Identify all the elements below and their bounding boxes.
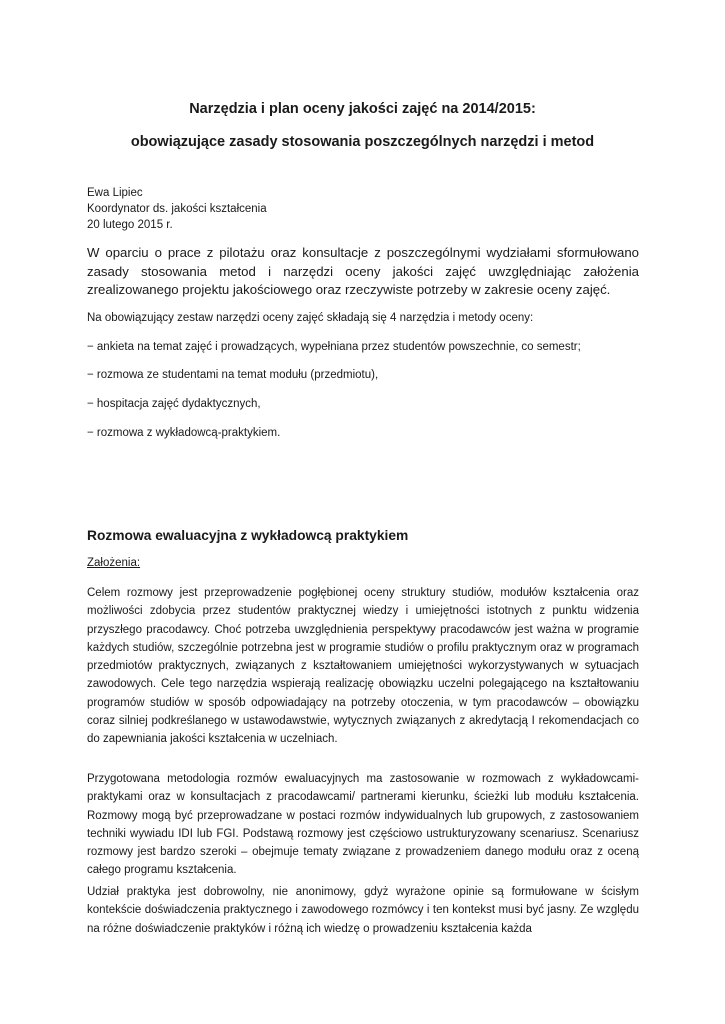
body-paragraph: Udział praktyka jest dobrowolny, nie anonimowy, gdyż wyrażone opinie są formułowane w ścisłym kontekście doświadczenia praktycznego i zawodowego rozmówcy i ten kontekst musi być jasny. Ze względu na różne doświadczenie praktyków i różną ich wiedzę o prowadzeniu kształcenia każda bbox=[87, 886, 639, 935]
tool-item: − rozmowa z wykładowcą-praktykiem. bbox=[87, 427, 281, 439]
tool-item: − hospitacja zajęć dydaktycznych, bbox=[87, 398, 261, 410]
author-name: Ewa Lipiec bbox=[87, 187, 143, 199]
section-heading: Rozmowa ewaluacyjna z wykładowcą praktykiem bbox=[87, 528, 409, 543]
intro-paragraph: W oparciu o prace z pilotażu oraz konsultacje z poszczególnymi wydziałami sformułowano zasady stosowania metod i narzędzi oceny jakości zajęć uwzględniając założenia zrealizowanego projektu jakościowego oraz rzeczywiste potrzeby w zakresie oceny zajęć. bbox=[87, 245, 639, 297]
section-subheading: Założenia: bbox=[87, 557, 141, 569]
author-block bbox=[87, 185, 267, 233]
author-date: 20 lutego 2015 r. bbox=[87, 219, 173, 231]
author-role: Koordynator ds. jakości kształcenia bbox=[87, 203, 267, 215]
document-subtitle: obowiązujące zasady stosowania poszczególnych narzędzi i metod bbox=[130, 134, 595, 150]
tools-lead: Na obowiązujący zestaw narzędzi oceny zajęć składają się 4 narzędzia i metody oceny: bbox=[87, 312, 534, 324]
body-paragraph: Przygotowana metodologia rozmów ewaluacyjnych ma zastosowanie w rozmowach z wykładowcami-praktykami oraz w konsultacjach z pracodawcami/ partnerami kierunku, ścieżki lub modułu kształcenia. Rozmowy mogą być przeprowadzane w postaci rozmów indywidualnych lub grupowych, z zastosowaniem techniki wywiadu IDI lub FGI. Podstawą rozmowy jest częściowo ustrukturyzowany scenariusz. Scenariusz rozmowy jest bardzo szeroki – obejmuje tematy związane z prowadzeniem danego modułu oraz z oceną całego programu kształcenia. bbox=[87, 773, 639, 877]
body-paragraph: Celem rozmowy jest przeprowadzenie pogłębionej oceny struktury studiów, modułów kształcenia oraz możliwości zdobycia przez studentów praktycznej wiedzy i umiejętności istotnych z punktu widzenia przyszłego pracodawcy. Choć potrzeba uwzględnienia perspektywy pracodawców jest ważna w programie każdych studiów, szczególnie potrzebna jest w programie studiów o profilu praktycznym oraz w programach przedmiotów praktycznych, związanych z kształtowaniem umiejętności wykorzystywanych w sytuacjach zawodowych. Cele tego narzędzia wspierają realizację obowiązku uczelni polegającego na kształtowaniu programów studiów w sposób odpowiadający na potrzeby otoczenia, w tym pracodawców – obowiązku coraz silniej podkreślanego w ustawodawstwie, wytycznych związanych z akredytacją I rekomendacjach co do zapewniania jakości kształcenia w uczelniach. bbox=[87, 587, 639, 746]
tool-item: − ankieta na temat zajęć i prowadzących, wypełniana przez studentów powszechnie, co semestr; bbox=[87, 341, 581, 353]
document-title: Narzędzia i plan oceny jakości zajęć na 2014/2015: bbox=[189, 101, 536, 117]
tool-item: − rozmowa ze studentami na temat modułu (przedmiotu), bbox=[87, 369, 379, 381]
